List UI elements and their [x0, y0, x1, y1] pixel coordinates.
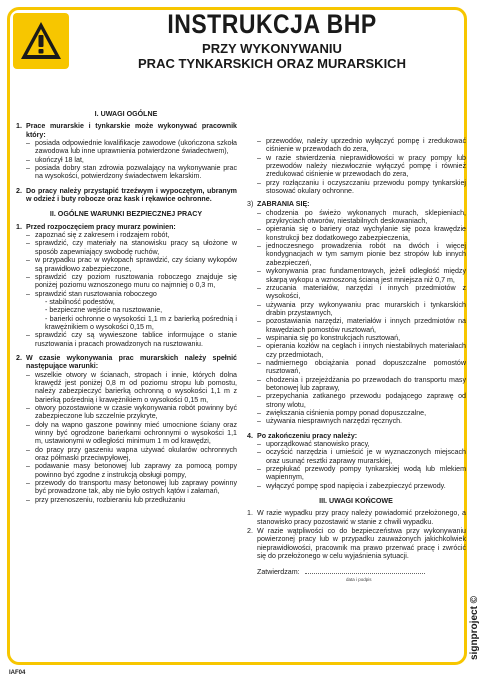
header	[78, 11, 466, 71]
numbered-point: 1. Prace murarskie i tynkarskie może wykonywać pracownik który:	[16, 122, 237, 139]
list-item: – przewodów, należy uprzednio wyłączyć pompę i zredukować ciśnienie w przewodach do zera,	[257, 137, 466, 154]
list-item: – otwory pozostawione w czasie wykonywania robót powinny być zabezpieczone lub szczelnie przykryte,	[26, 404, 237, 421]
list-item: – oczyścić narzędzia i umieścić je w wyznaczonych miejscach oraz usunąć resztki zaprawy murarskiej,	[257, 448, 466, 465]
list-item: – do pracy przy gaszeniu wapna używać okularów ochronnych oraz półmaski przeciwpyłowej,	[26, 445, 237, 463]
sub-list-item: - barierki ochronne o wysokości 1,1 m z barierką pośrednią i krawężnikiem o wysokości 0,15 m,	[45, 314, 237, 331]
list-item: – nadmiernego obciążania ponad dopuszczalne pomostów rusztowań,	[257, 358, 466, 376]
right-column	[246, 137, 466, 584]
list-item: – opierania się o bariery oraz wychylanie się poza krawędzie konstrukcji bez dodatkowego zabezpieczenia,	[257, 225, 466, 242]
brand-logo: signproject ©	[469, 595, 480, 660]
list-item: – zwiększania ciśnienia pompy ponad dopuszczalne,	[257, 409, 427, 417]
list-item: – wspinania się po konstrukcjach rusztowań,	[257, 333, 401, 342]
list-item: – pozostawiania narzędzi, materiałów i innych przedmiotów na krawędziach pomostów rusztowań,	[257, 317, 466, 334]
sign-code: IAF04	[9, 670, 26, 676]
list-item: – sprawdzić czy są wywieszone tablice informujące o stanie rusztowania i pracach prowadzonych na rusztowaniu.	[26, 331, 237, 348]
list-item: – przy przenoszeniu, rozbieraniu lub przedłużaniu	[26, 495, 186, 504]
list-item: – wszelkie otwory w ścianach, stropach i innie, których dolna krawędź jest poniżej 0,8 m od poziomu stropu lub pomostu, należy zabezpieczyć barierką ochronną o wysokości 1,1 m z barierką pośrednią i krawężnikiem o wysokości 0,15 m,	[26, 370, 237, 404]
list-item: – używania przy wykonywaniu prac murarskich i tynkarskich drabin przystawnych,	[257, 300, 466, 317]
sub-list-item: - stabilność podestów,	[45, 297, 115, 306]
list-item: – wykonywania prac fundamentowych, jeżeli odległość między skarpą wykopu a wznoszoną ścianą jest mniejsza niż 0,7 m,	[257, 267, 466, 284]
left-column	[15, 110, 237, 504]
list-item: – w przypadku prac w wykopach sprawdzić, czy ściany wykopów są prawidłowo zabezpieczone,	[26, 256, 237, 273]
list-item: – zrzucania materiałów, narzędzi i innych przedmiotów z wysokości,	[257, 283, 466, 301]
section-heading: I. UWAGI OGÓLNE	[94, 110, 158, 118]
section-heading: III. UWAGI KOŃCOWE	[319, 497, 393, 506]
numbered-point: 4. Po zakończeniu pracy należy:	[247, 431, 358, 440]
list-item: – sprawdzić stan rusztowania roboczego	[26, 289, 157, 298]
list-item: – posiada dobry stan zdrowia pozwalający na wykonywanie prac na wysokości, potwierdzony świadectwem lekarskim.	[26, 164, 237, 181]
final-remark: 1. W razie wypadku przy pracy należy powiadomić przełożonego, a stanowisko pracy pozostawić w stanie z chwili wypadku.	[247, 509, 466, 526]
list-item: – ukończył 18 lat,	[26, 155, 84, 164]
numbered-point: 2. W czasie wykonywania prac murarskich należy spełnić następujące warunki:	[16, 353, 237, 371]
numbered-point: 2. Do pracy należy przystąpić trzeźwym i wypoczętym, ubranym w odzież i buty robocze oraz kask i rękawice ochronne.	[16, 186, 237, 204]
list-item: – sprawdzić, czy materiały na stanowisku pracy są ułożone w sposób zapewniający swobodę ruchów,	[26, 239, 237, 256]
list-item: – wyłączyć pompę spod napięcia i zabezpieczyć przewody.	[257, 481, 446, 490]
page-title: INSTRUKCJA BHP	[167, 9, 377, 39]
list-item: – jednoczesnego prowadzenia robót na dwóch i więcej kondygnacjach w tym samym pionie bez stropów lub innych zabezpieczeń,	[257, 242, 466, 267]
numbered-point: 1. Przed rozpoczęciem pracy murarz powinien:	[16, 222, 176, 231]
section-heading: II. OGÓLNE WARUNKI BEZPIECZNEJ PRACY	[49, 210, 203, 219]
page-subtitle: PRZY WYKONYWANIU	[202, 41, 342, 56]
signature-line[interactable]	[305, 567, 425, 574]
list-item: – chodzenia po świeżo wykonanych murach, sklepieniach, przykryciach otworów, niestabilnych deskowaniach,	[257, 208, 466, 226]
list-item: – przewody do transportu masy betonowej lub zaprawy powinny być prowadzone tak, aby nie było ostrych kątów i załamań,	[26, 479, 237, 496]
final-remark: 2. W razie wątpliwości co do bezpieczeństwa przy wykonywaniu powierzonej pracy lub w przypadku zauważonych jakichkolwiek nieprawidłowości, pracownik ma prawo przerwać pracę i zwrócić się do przełożonego w celu wyjaśnienia sytuacji.	[247, 527, 466, 561]
list-item: – przepychania zatkanego przewodu podającego zaprawę od strony wlotu,	[257, 392, 466, 409]
list-item: – chodzenia i przejeżdżania po przewodach do transportu masy betonowej lub zaprawy,	[257, 375, 466, 392]
sub-list-item: - bezpieczne wejście na rusztowanie,	[45, 306, 163, 315]
warning-triangle-icon	[13, 13, 69, 69]
page-subtitle-2: PRAC TYNKARSKICH ORAZ MURARSKICH	[138, 56, 406, 71]
list-item: – uporządkować stanowisko pracy,	[257, 440, 370, 449]
signature-caption: data i podpis	[346, 576, 372, 582]
list-item: – zapoznać się z zakresem i rodzajem robót,	[26, 231, 170, 240]
list-item: – posiada odpowiednie kwalifikacje zawodowe (ukończona szkoła zawodowa lub inne uprawnienia potwierdzone świadectwem),	[26, 139, 237, 156]
list-item: – podawanie masy betonowej lub zaprawy za pomocą pompy powinno być zgodne z instrukcją obsługi pompy,	[26, 462, 237, 479]
list-item: – w razie stwierdzenia nieprawidłowości w pracy pompy lub przewodów należy niezwłocznie wyłączyć pompę i również zredukować ciśnienie w przewodach do zera,	[257, 153, 466, 179]
list-item: – opierania kozłów na cegłach i innych niestabilnych materiałach czy przedmiotach,	[257, 342, 466, 359]
list-item: – przepłukać przewody pompy tynkarskiej wodą lub mlekiem wapiennym,	[257, 465, 466, 482]
list-item: – sprawdzić czy poziom rusztowania roboczego znajduje się poniżej poziomu wznoszonego muru co najmniej o 0,3 m,	[26, 272, 237, 290]
approval-field	[246, 567, 466, 576]
list-item: – przy rozłączaniu i oczyszczaniu przewodu pompy tynkarskiej stosować okulary ochronne.	[257, 178, 466, 196]
list-item: – doły na wapno gaszone powinny mieć umocnione ściany oraz winny być ogrodzone barierkami ochronnymi o wysokości 1,1 m, ustawionymi w odległości minimum 1 m od krawędzi,	[26, 420, 237, 446]
approval-label: Zatwierdzam:	[257, 567, 300, 576]
list-item: – używania niesprawnych narzędzi ręcznych.	[257, 417, 403, 426]
numbered-point: 3) ZABRANIA SIĘ:	[247, 200, 310, 209]
